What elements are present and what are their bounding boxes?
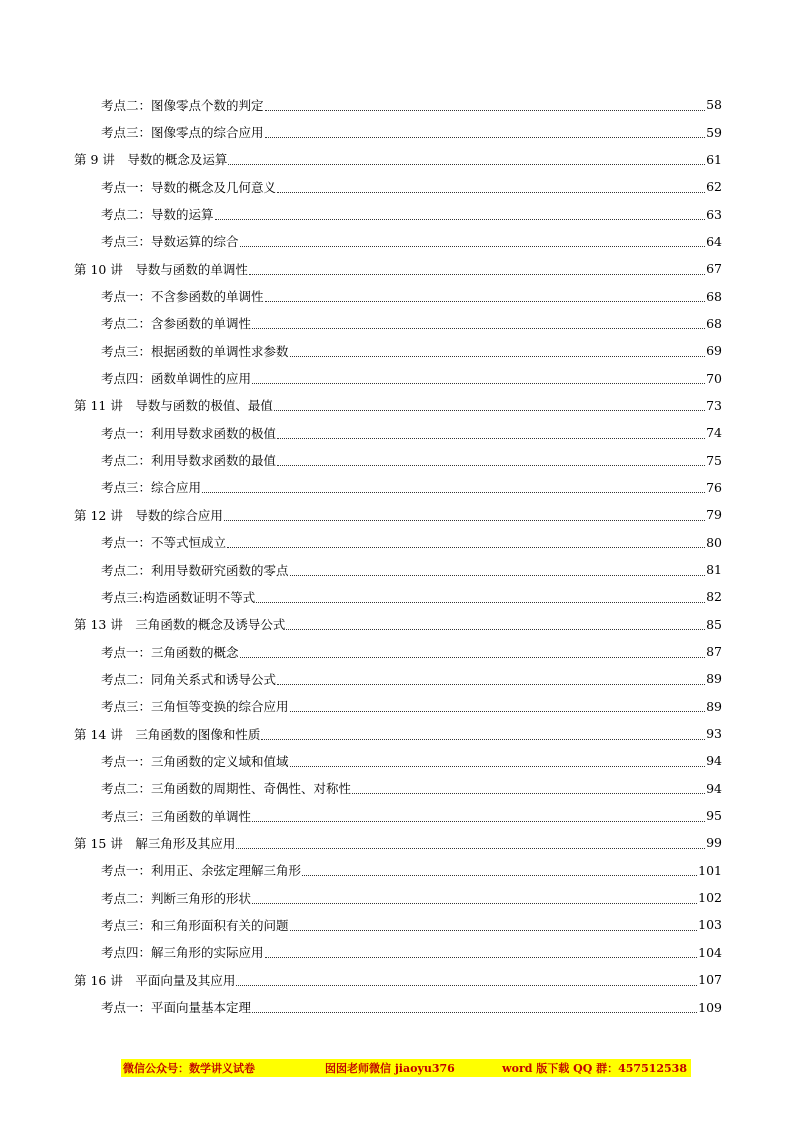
toc-chapter-entry[interactable]	[0, 501, 794, 528]
toc-chapter-entry[interactable]	[0, 720, 794, 747]
table-of-contents	[0, 91, 794, 1021]
footer-teacher-wechat: 囡囡老师微信 jiaoyu376	[325, 1062, 455, 1075]
dot-leader	[286, 628, 705, 630]
toc-chapter-entry[interactable]	[0, 966, 794, 993]
dot-leader	[290, 765, 706, 767]
dot-leader	[277, 437, 705, 439]
dot-leader	[265, 956, 698, 958]
toc-entry-title: 考点一：利用导数求函数的极值	[101, 425, 277, 441]
toc-point-entry[interactable]	[0, 529, 794, 556]
toc-entry-page-number: 102	[698, 890, 722, 906]
toc-entry-title: 考点一：三角函数的概念	[101, 644, 239, 660]
toc-entry-page-number: 69	[706, 343, 722, 359]
toc-entry-page-number: 80	[706, 534, 722, 550]
toc-entry-title: 考点二：导数的运算	[101, 207, 214, 223]
toc-entry-page-number: 95	[706, 808, 722, 824]
toc-entry-title: 考点三：三角函数的单调性	[101, 808, 252, 824]
toc-entry-page-number: 99	[706, 835, 722, 851]
toc-point-entry[interactable]	[0, 173, 794, 200]
toc-point-entry[interactable]	[0, 911, 794, 938]
toc-entry-page-number: 75	[706, 452, 722, 468]
toc-entry-page-number: 87	[706, 644, 722, 660]
toc-entry-title: 考点二：利用导数研究函数的零点	[101, 562, 289, 578]
toc-entry-page-number: 104	[698, 944, 722, 960]
toc-entry-title: 考点一：不含参函数的单调性	[101, 289, 264, 305]
toc-entry-title: 第 13 讲 三角函数的概念及诱导公式	[74, 617, 286, 633]
toc-chapter-entry[interactable]	[0, 829, 794, 856]
toc-chapter-entry[interactable]	[0, 255, 794, 282]
toc-entry-title: 考点二：判断三角形的形状	[101, 890, 252, 906]
toc-point-entry[interactable]	[0, 118, 794, 145]
toc-point-entry[interactable]	[0, 884, 794, 911]
toc-entry-title: 第 14 讲 三角函数的图像和性质	[74, 726, 261, 742]
toc-entry-page-number: 67	[706, 261, 722, 277]
toc-point-entry[interactable]	[0, 802, 794, 829]
toc-point-entry[interactable]	[0, 364, 794, 391]
toc-entry-page-number: 61	[706, 151, 722, 167]
toc-entry-title: 考点二：利用导数求函数的最值	[101, 453, 277, 469]
toc-entry-title: 考点三：三角恒等变换的综合应用	[101, 699, 289, 715]
toc-entry-title: 考点二：三角函数的周期性、奇偶性、对称性	[101, 781, 352, 797]
dot-leader	[290, 355, 706, 357]
toc-entry-page-number: 73	[706, 397, 722, 413]
dot-leader	[277, 464, 705, 466]
toc-entry-page-number: 79	[706, 507, 722, 523]
toc-point-entry[interactable]	[0, 939, 794, 966]
toc-entry-title: 考点三：和三角形面积有关的问题	[101, 917, 289, 933]
dot-leader	[265, 136, 706, 138]
toc-point-entry[interactable]	[0, 419, 794, 446]
toc-entry-page-number: 58	[706, 97, 722, 113]
toc-chapter-entry[interactable]	[0, 392, 794, 419]
toc-point-entry[interactable]	[0, 665, 794, 692]
toc-entry-title: 考点三：导数运算的综合	[101, 234, 239, 250]
dot-leader	[252, 327, 705, 329]
footer-qq-group: word 版下载 QQ 群：457512538	[502, 1062, 687, 1075]
dot-leader	[290, 710, 706, 712]
dot-leader	[290, 574, 706, 576]
dot-leader	[252, 1011, 697, 1013]
toc-point-entry[interactable]	[0, 993, 794, 1020]
toc-entry-page-number: 94	[706, 780, 722, 796]
toc-point-entry[interactable]	[0, 200, 794, 227]
toc-entry-page-number: 101	[698, 862, 722, 878]
toc-entry-title: 考点二：同角关系式和诱导公式	[101, 671, 277, 687]
toc-entry-page-number: 59	[706, 124, 722, 140]
footer-wechat-account: 微信公众号：数学讲义试卷	[123, 1062, 255, 1075]
toc-entry-page-number: 107	[698, 972, 722, 988]
toc-entry-title: 第 12 讲 导数的综合应用	[74, 507, 223, 523]
toc-entry-page-number: 93	[706, 726, 722, 742]
toc-point-entry[interactable]	[0, 228, 794, 255]
dot-leader	[265, 300, 706, 302]
toc-point-entry[interactable]	[0, 91, 794, 118]
dot-leader	[252, 820, 705, 822]
toc-entry-page-number: 70	[706, 370, 722, 386]
toc-entry-page-number: 89	[706, 671, 722, 687]
toc-entry-title: 第 10 讲 导数与函数的单调性	[74, 261, 248, 277]
dot-leader	[256, 601, 705, 603]
toc-entry-title: 考点一：平面向量基本定理	[101, 1000, 252, 1016]
footer-banner	[121, 1059, 691, 1077]
toc-entry-page-number: 82	[706, 589, 722, 605]
dot-leader	[228, 163, 705, 165]
toc-point-entry[interactable]	[0, 775, 794, 802]
toc-entry-page-number: 63	[706, 206, 722, 222]
toc-point-entry[interactable]	[0, 310, 794, 337]
toc-entry-title: 考点三:构造函数证明不等式	[101, 589, 256, 605]
dot-leader	[352, 792, 705, 794]
toc-point-entry[interactable]	[0, 446, 794, 473]
toc-entry-title: 考点二：含参函数的单调性	[101, 316, 252, 332]
toc-entry-title: 考点一：导数的概念及几何意义	[101, 179, 277, 195]
toc-entry-title: 第 9 讲 导数的概念及运算	[74, 152, 228, 168]
toc-entry-page-number: 76	[706, 479, 722, 495]
toc-entry-page-number: 68	[706, 288, 722, 304]
toc-point-entry[interactable]	[0, 583, 794, 610]
dot-leader	[290, 929, 698, 931]
toc-entry-page-number: 64	[706, 233, 722, 249]
toc-entry-page-number: 109	[698, 999, 722, 1015]
toc-point-entry[interactable]	[0, 857, 794, 884]
toc-entry-title: 考点一：利用正、余弦定理解三角形	[101, 863, 302, 879]
toc-point-entry[interactable]	[0, 638, 794, 665]
toc-entry-page-number: 68	[706, 315, 722, 331]
toc-entry-title: 考点一：不等式恒成立	[101, 535, 227, 551]
dot-leader	[215, 218, 706, 220]
toc-entry-page-number: 89	[706, 698, 722, 714]
dot-leader	[274, 409, 705, 411]
dot-leader	[236, 847, 705, 849]
toc-point-entry[interactable]	[0, 282, 794, 309]
toc-entry-page-number: 85	[706, 616, 722, 632]
toc-entry-title: 考点三：根据函数的单调性求参数	[101, 343, 289, 359]
dot-leader	[277, 191, 705, 193]
toc-entry-page-number: 103	[698, 917, 722, 933]
toc-point-entry[interactable]	[0, 556, 794, 583]
toc-entry-title: 考点二：图像零点个数的判定	[101, 97, 264, 113]
dot-leader	[224, 519, 705, 521]
dot-leader	[265, 109, 706, 111]
toc-entry-title: 考点四：函数单调性的应用	[101, 371, 252, 387]
dot-leader	[227, 546, 705, 548]
toc-entry-title: 考点一：三角函数的定义域和值域	[101, 753, 289, 769]
toc-entry-title: 考点三：图像零点的综合应用	[101, 125, 264, 141]
toc-point-entry[interactable]	[0, 747, 794, 774]
toc-entry-page-number: 74	[706, 425, 722, 441]
dot-leader	[261, 738, 705, 740]
dot-leader	[249, 273, 705, 275]
dot-leader	[240, 245, 706, 247]
dot-leader	[240, 656, 706, 658]
toc-entry-title: 第 11 讲 导数与函数的极值、最值	[74, 398, 273, 414]
dot-leader	[236, 984, 697, 986]
toc-entry-page-number: 62	[706, 179, 722, 195]
toc-point-entry[interactable]	[0, 337, 794, 364]
toc-chapter-entry[interactable]	[0, 611, 794, 638]
toc-chapter-entry[interactable]	[0, 146, 794, 173]
toc-entry-page-number: 94	[706, 753, 722, 769]
toc-entry-title: 考点四：解三角形的实际应用	[101, 945, 264, 961]
toc-entry-title: 第 15 讲 解三角形及其应用	[74, 835, 236, 851]
dot-leader	[252, 382, 705, 384]
toc-point-entry[interactable]	[0, 474, 794, 501]
toc-entry-title: 考点三：综合应用	[101, 480, 202, 496]
dot-leader	[277, 683, 705, 685]
dot-leader	[302, 874, 697, 876]
dot-leader	[252, 902, 697, 904]
toc-entry-title: 第 16 讲 平面向量及其应用	[74, 972, 236, 988]
toc-point-entry[interactable]	[0, 693, 794, 720]
dot-leader	[202, 491, 705, 493]
toc-entry-page-number: 81	[706, 562, 722, 578]
